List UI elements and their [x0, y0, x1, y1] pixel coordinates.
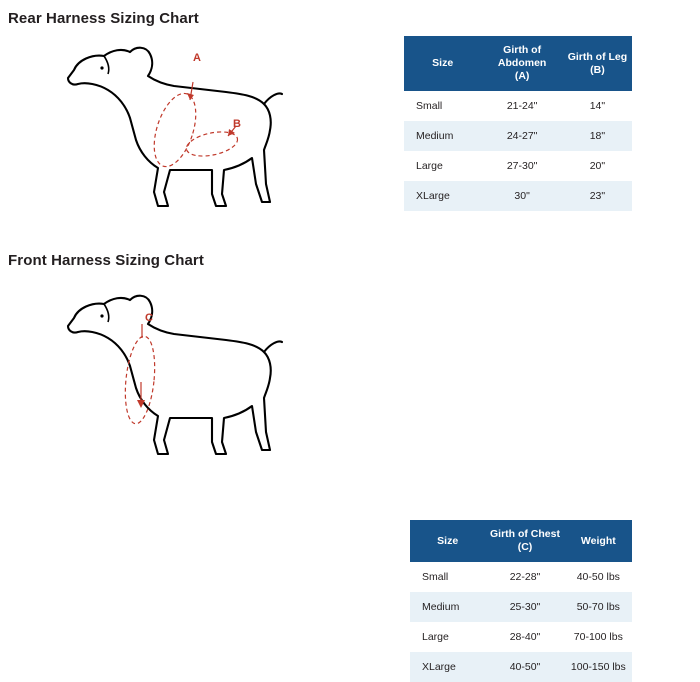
- cell-girth-leg: 14": [563, 91, 632, 121]
- front-harness-section: [0, 240, 700, 674]
- cell-girth-leg: 20": [563, 151, 632, 181]
- table-row: [404, 181, 632, 211]
- header-girth-leg: [563, 36, 632, 91]
- cell-girth-chest: 40-50": [485, 652, 564, 682]
- rear-harness-title: Rear Harness Sizing Chart: [8, 10, 199, 27]
- rear-harness-dog-diagram: [30, 34, 320, 224]
- table-row: [404, 151, 632, 181]
- header-size-line1: Size: [432, 57, 454, 70]
- header-girth-abdomen-line1: Girth of Abdomen: [497, 44, 547, 70]
- cell-girth-abdomen: 30": [481, 181, 563, 211]
- rear-harness-size-table: [404, 36, 632, 211]
- header-girth-chest-line1: Girth of Chest: [489, 528, 560, 540]
- cell-girth-chest: 28-40": [485, 622, 564, 652]
- cell-weight: 40-50 lbs: [565, 562, 632, 592]
- header-size: [410, 520, 485, 562]
- rear-harness-section: [0, 0, 700, 240]
- cell-girth-leg: 23": [563, 181, 632, 211]
- label-a-marker: A: [193, 52, 201, 64]
- table-row: [410, 592, 632, 622]
- table-row: [410, 562, 632, 592]
- header-girth-chest-line2: (C): [517, 541, 533, 554]
- header-size: [404, 36, 481, 91]
- label-b-marker: B: [233, 118, 241, 130]
- header-weight-line1: Weight: [580, 534, 616, 547]
- cell-girth-abdomen: 27-30": [481, 151, 563, 181]
- front-harness-title: Front Harness Sizing Chart: [8, 252, 204, 269]
- header-weight: [565, 520, 632, 562]
- header-girth-leg-line2: (B): [590, 63, 605, 76]
- cell-size: Small: [404, 91, 481, 121]
- front-harness-dog-diagram: [30, 282, 320, 472]
- cell-girth-chest: 25-30": [485, 592, 564, 622]
- header-girth-abdomen: [481, 36, 563, 91]
- table-row: [404, 121, 632, 151]
- cell-girth-chest: 22-28": [485, 562, 564, 592]
- header-girth-chest: [485, 520, 564, 562]
- header-girth-leg-line1: Girth of Leg: [567, 50, 628, 63]
- cell-girth-abdomen: 24-27": [481, 121, 563, 151]
- front-harness-size-table: [410, 520, 632, 682]
- cell-girth-abdomen: 21-24": [481, 91, 563, 121]
- table-row: [410, 652, 632, 682]
- cell-size: Large: [404, 151, 481, 181]
- cell-weight: 50-70 lbs: [565, 592, 632, 622]
- label-c-marker: C: [145, 312, 153, 324]
- table-row: [410, 622, 632, 652]
- cell-size: XLarge: [410, 652, 485, 682]
- cell-size: Medium: [404, 121, 481, 151]
- header-size-line1: Size: [437, 534, 459, 547]
- cell-size: Medium: [410, 592, 485, 622]
- cell-girth-leg: 18": [563, 121, 632, 151]
- table-header-row: [404, 36, 632, 91]
- cell-size: XLarge: [404, 181, 481, 211]
- header-girth-abdomen-line2: (A): [514, 70, 530, 83]
- table-header-row: [410, 520, 632, 562]
- table-row: [404, 91, 632, 121]
- cell-weight: 70-100 lbs: [565, 622, 632, 652]
- cell-weight: 100-150 lbs: [565, 652, 632, 682]
- cell-size: Large: [410, 622, 485, 652]
- cell-size: Small: [410, 562, 485, 592]
